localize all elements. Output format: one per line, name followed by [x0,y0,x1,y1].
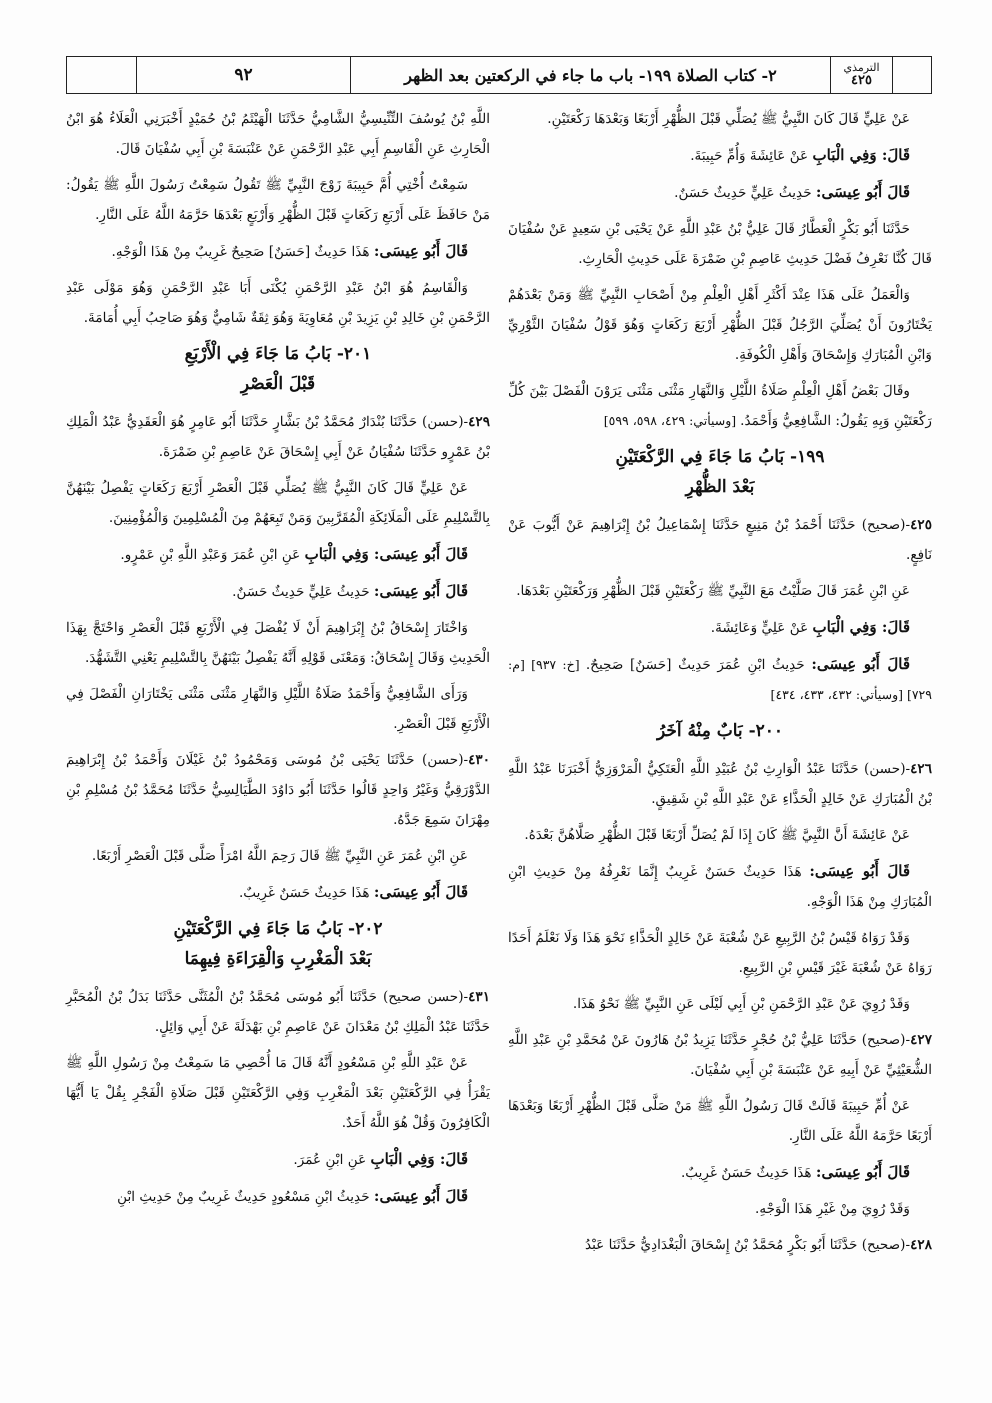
paragraph-text: حَدِيثُ عَلِيٍّ حَدِيثٌ حَسَنٌ. [674,185,816,201]
paragraph-text: هَذَا حَدِيثٌ حَسَنٌ غَرِيبٌ. [680,1165,816,1181]
text-paragraph [66,679,490,739]
hadith-grade: -(حسن) [422,752,469,768]
running-title: ٢- كتاب الصلاة ١٩٩- باب ما جاء في الركعتين بعد الظهر [351,57,831,93]
qal-lead: قَالَ: وَفِي الْبَابِ [812,618,910,636]
text-paragraph [508,612,932,643]
text-paragraph [66,877,490,908]
chapter-heading [508,442,932,502]
text-paragraph [66,1048,490,1138]
cross-reference: [خ: ٩٣٧] [م: ٧٢٩] [وسيأتي: ٤٣٢، ٤٣٣، ٤٣٤] [508,657,932,702]
qal-lead: قَالَ أَبُو عِيسَى: [373,242,468,260]
text-paragraph [508,104,932,134]
chapter-heading-line: ١٩٩- بَابُ مَا جَاءَ فِي الرَّكْعَتَيْنِ [615,447,825,467]
hadith-grade: -(حسن) [422,414,469,430]
paragraph-text: حَدَّثَنَا أَبُو بَكْرٍ مُحَمَّدُ بْنُ إِسْحَاقَ الْبَغْدَادِيُّ حَدَّثَنَا عَبْدُ [584,1237,862,1253]
paragraph-text: وقَالَ بَعْضُ أَهْلِ الْعِلْمِ صَلَاةُ اللَّيْلِ وَالنَّهَارِ مَثْنَى مَثْنَى يَرَوْنَ الْفَصْلَ بَيْنَ كُلِّ رَكْعَتَيْنِ وَبِهِ يَقُولُ: الشَّافِعِيُّ وَأَحْمَدُ. [508,383,932,429]
qal-lead: قَالَ أَبُو عِيسَى: [811,655,910,673]
book-number: ٤٢٥ [851,72,872,88]
header-blank-cell [893,57,933,93]
qal-lead: قَالَ أَبُو عِيسَى: [815,183,910,201]
text-paragraph [66,1144,490,1175]
qal-lead: قَالَ أَبُو عِيسَى: [373,582,468,600]
text-paragraph [508,177,932,208]
text-paragraph [508,1194,932,1224]
hadith-entry [66,407,490,467]
text-paragraph [508,1157,932,1188]
chapter-heading [508,716,932,746]
chapter-heading-line: بَعْدَ الظُّهْرِ [685,477,755,497]
hadith-grade: -(حسن صحيح) [382,989,469,1005]
paragraph-text: وَقَدْ رَوَاهُ قَيْسُ بْنُ الرَّبِيعِ عَنْ شُعْبَةَ عَنْ خَالِدٍ الْحَذَّاءِ نَحْوَ هَذَا وَلَا نَعْلَمُ أَحَدًا رَوَاهُ عَنْ شُعْبَةَ غَيْرَ قَيْسِ بْنِ الرَّبِيعِ. [508,930,932,976]
text-paragraph [508,923,932,983]
paragraph-text: وَالْعَمَلُ عَلَى هَذَا عِنْدَ أَكْثَرِ أَهْلِ الْعِلْمِ مِنْ أَصْحَابِ النَّبِيِّ ﷺ وَمَنْ بَعْدَهُمْ يَخْتَارُونَ أَنْ يُصَلِّيَ الرَّجُلُ قَبْلَ الظُّهْرِ أَرْبَعَ رَكَعَاتٍ وَهُوَ قَوْلُ سُفْيَانَ الثَّوْرِيِّ وَابْنِ الْمُبَارَكِ وَإِسْحَاقَ وَأَهْلِ الْكُوفَةِ. [508,287,932,363]
hadith-entry [508,1025,932,1085]
chapter-heading-line: بَعْدَ الْمَغْرِبِ وَالْقِرَاءَةِ فِيهِمَا [184,949,372,969]
paragraph-text: حَدَّثَنَا أَبُو مُوسَى مُحَمَّدُ بْنُ الْمُثَنَّى حَدَّثَنَا بَدَلُ بْنُ الْمُحَبَّرِ حَدَّثَنَا عَبْدُ الْمَلِكِ بْنُ مَعْدَانَ عَنْ عَاصِمِ بْنِ بَهْدَلَةَ عَنْ أَبِي وَائِلٍ. [66,989,490,1035]
paragraph-text: حَدَّثَنَا يَحْيَى بْنُ مُوسَى وَمَحْمُودُ بْنُ غَيْلَانَ وَأَحْمَدُ بْنُ إِبْرَاهِيمَ الدَّوْرَقِيُّ وَغَيْرُ وَاحِدٍ قَالُوا حَدَّثَنَا أَبُو دَاوُدَ الطَّيَالِسِيُّ حَدَّثَنَا مُحَمَّدُ بْنُ مُسْلِمِ بْنِ مِهْرَانَ سَمِعَ جَدَّهُ. [66,752,490,828]
paragraph-text: سَمِعْتُ أُخْتِي أُمَّ حَبِيبَةَ زَوْجَ النَّبِيِّ ﷺ تَقُولُ سَمِعْتُ رَسُولَ اللَّهِ ﷺ يَقُولُ: مَنْ حَافَظَ عَلَى أَرْبَعِ رَكَعَاتٍ قَبْلَ الظُّهْرِ وَأَرْبَعٍ بَعْدَهَا حَرَّمَهُ اللَّهُ عَلَى النَّارِ. [66,177,490,223]
text-paragraph [508,576,932,606]
text-paragraph [66,473,490,533]
paragraph-text: حَدِيثُ عَلِيٍّ حَدِيثٌ حَسَنٌ. [232,584,374,600]
qal-lead: قَالَ أَبُو عِيسَى: [809,862,910,880]
qal-lead: قَالَ: وَفِي الْبَابِ [370,1150,468,1168]
hadith-number: ٤٣٠ [468,752,490,768]
text-paragraph [66,273,490,333]
paragraph-text: حَدَّثَنَا عَبْدُ الْوَارِثِ بْنُ عُبَيْدِ اللَّهِ الْعَتَكِيُّ الْمَرْوَزِيُّ أَخْبَرَنَا عَبْدُ اللَّهِ بْنُ الْمُبَارَكِ عَنْ خَالِدٍ الْحَذَّاءِ عَنْ عَبْدِ اللَّهِ بْنِ شَقِيقٍ. [508,761,932,807]
paragraph-text: عَنْ عَائِشَةَ أَنَّ النَّبِيَّ ﷺ كَانَ إِذَا لَمْ يُصَلِّ أَرْبَعًا قَبْلَ الظُّهْرِ صَلَّاهُنَّ بَعْدَهُ. [524,827,910,843]
hadith-entry [508,1230,932,1260]
hadith-number: ٤٢٨ [910,1237,932,1253]
hadith-entry [66,745,490,835]
header-blank-cell [67,57,137,93]
text-paragraph [66,613,490,673]
paragraph-text: وَرَأَى الشَّافِعِيُّ وَأَحْمَدُ صَلَاةُ اللَّيْلِ وَالنَّهَارِ مَثْنَى مَثْنَى يَخْتَارَانِ الْفَصْلَ فِي الْأَرْبَعِ قَبْلَ الْعَصْرِ. [66,686,490,732]
text-paragraph [66,539,490,570]
paragraph-text: عَنْ عَائِشَةَ وَأُمِّ حَبِيبَةَ. [690,148,813,164]
text-paragraph [66,576,490,607]
text-paragraph [66,841,490,871]
hadith-grade: -(صحيح) [861,1032,911,1048]
paragraph-text: حَدَّثَنَا أَحْمَدُ بْنُ مَنِيعٍ حَدَّثَنَا إِسْمَاعِيلُ بْنُ إِبْرَاهِيمَ عَنْ أَيُّوبَ عَنْ نَافِعٍ. [508,517,932,563]
hadith-grade: -(صحيح) [861,1237,911,1253]
chapter-heading-line: ٢٠٠- بَابٌ مِنْهُ آخَرُ [656,721,784,741]
right-column [508,104,932,1266]
text-paragraph [508,1091,932,1151]
paragraph-text: وَالْقَاسِمُ هُوَ ابْنُ عَبْدِ الرَّحْمَنِ يُكْنَى أَبَا عَبْدِ الرَّحْمَنِ وَهُوَ مَوْلَى عَبْدِ الرَّحْمَنِ بْنِ خَالِدِ بْنِ يَزِيدَ بْنِ مُعَاوِيَةَ وَهُوَ ثِقَةٌ شَامِيٌّ وَهُوَ صَاحِبُ أَبِي أُمَامَةَ. [66,280,490,326]
hadith-number: ٤٢٥ [910,517,932,533]
text-paragraph [508,856,932,917]
text-paragraph [66,1181,490,1212]
paragraph-text: اللَّهِ بْنُ يُوسُفَ التِّنِّيسِيُّ الشَّامِيُّ حَدَّثَنَا الْهَيْثَمُ بْنُ حُمَيْدٍ أَخْبَرَنِي الْعَلَاءُ هُوَ ابْنُ الْحَارِثِ عَنِ الْقَاسِمِ أَبِي عَبْدِ الرَّحْمَنِ عَنْ عَنْبَسَةَ بْنِ أَبِي سُفْيَانَ قَالَ. [66,111,490,157]
paragraph-text: عَنِ ابْنِ عُمَرَ وَعَبْدِ اللَّهِ بْنِ عَمْرٍو. [120,547,305,563]
qal-lead: قَالَ أَبُو عِيسَى: [373,883,468,901]
qal-lead: قَالَ أَبُو عِيسَى: [373,1187,468,1205]
text-paragraph [66,170,490,230]
chapter-heading-line: ٢٠٢- بَابُ مَا جَاءَ فِي الرَّكْعَتَيْنِ [173,919,383,939]
qal-lead: قَالَ: وَفِي الْبَابِ [812,146,910,164]
hadith-entry [66,982,490,1042]
paragraph-text: حَدِيثُ ابْنِ مَسْعُودٍ حَدِيثٌ غَرِيبٌ مِنْ حَدِيثِ ابْنِ [117,1189,374,1205]
text-paragraph [66,236,490,267]
hadith-grade: -(صحيح) [861,517,911,533]
text-paragraph [508,376,932,436]
cross-reference: [وسيأتي: ٤٢٩، ٥٩٨، ٥٩٩] [603,413,741,428]
paragraph-text: عَنْ عَلِيٍّ قَالَ كَانَ النَّبِيُّ ﷺ يُصَلِّي قَبْلَ الظُّهْرِ أَرْبَعًا وَبَعْدَهَا رَكْعَتَيْنِ. [547,111,910,127]
text-paragraph [508,140,932,171]
text-paragraph [508,820,932,850]
qal-lead: قَالَ أَبُو عِيسَى: [815,1163,910,1181]
paragraph-text: حَدَّثَنَا عَلِيُّ بْنُ حُجْرٍ حَدَّثَنَا يَزِيدُ بْنُ هَارُونَ عَنْ مُحَمَّدِ بْنِ عَبْدِ اللَّهِ الشُّعَيْثِيِّ عَنْ أَبِيهِ عَنْ عَنْبَسَةَ بْنِ أَبِي سُفْيَانَ. [508,1032,932,1078]
paragraph-text: حَدَّثَنَا بُنْدَارٌ مُحَمَّدُ بْنُ بَشَّارٍ حَدَّثَنَا أَبُو عَامِرٍ هُوَ الْعَقَدِيُّ عَبْدُ الْمَلِكِ بْنُ عَمْرٍو حَدَّثَنَا سُفْيَانُ عَنْ أَبِي إِسْحَاقَ عَنْ عَاصِمِ بْنِ ضَمْرَةَ. [66,414,490,460]
paragraph-text: وَاخْتَارَ إِسْحَاقُ بْنُ إِبْرَاهِيمَ أَنْ لَا يُفْصَلَ فِي الْأَرْبَعِ قَبْلَ الْعَصْرِ وَاحْتَجَّ بِهَذَا الْحَدِيثِ وَقَالَ إِسْحَاقُ: وَمَعْنَى قَوْلِهِ أَنَّهُ يَفْصِلُ بَيْنَهُنَّ بِالتَّسْلِيمِ يَعْنِي التَّشَهُّدَ. [66,620,490,666]
paragraph-text: وَقَدْ رُوِيَ عَنْ عَبْدِ الرَّحْمَنِ بْنِ أَبِي لَيْلَى عَنِ النَّبِيِّ ﷺ نَحْوُ هَذَا. [572,996,910,1012]
paragraph-text: عَنْ عَبْدِ اللَّهِ بْنِ مَسْعُودٍ أَنَّهُ قَالَ مَا أُحْصِي مَا سَمِعْتُ مِنْ رَسُولِ اللَّهِ ﷺ يَقْرَأُ فِي الرَّكْعَتَيْنِ بَعْدَ الْمَغْرِبِ وَفِي الرَّكْعَتَيْنِ قَبْلَ صَلَاةِ الْفَجْرِ بِقُلْ يَا أَيُّهَا الْكَافِرُونَ وَقُلْ هُوَ اللَّهُ أَحَدٌ. [66,1055,490,1131]
paragraph-text: وَقَدْ رُوِيَ مِنْ غَيْرِ هَذَا الْوَجْهِ. [755,1201,910,1217]
hadith-number: ٤٣١ [468,989,490,1005]
hadith-number: ٤٢٦ [910,761,932,777]
paragraph-text: هَذَا حَدِيثٌ [حَسَنٌ] صَحِيحٌ غَرِيبٌ مِنْ هَذَا الْوَجْهِ. [111,244,374,260]
page-header [66,56,932,94]
book-reference [831,57,893,93]
hadith-entry [508,510,932,570]
left-column [66,104,490,1218]
text-paragraph [508,280,932,370]
paragraph-text: عَنْ عَلِيٍّ قَالَ كَانَ النَّبِيُّ ﷺ يُصَلِّي قَبْلَ الْعَصْرِ أَرْبَعَ رَكَعَاتٍ يَفْصِلُ بَيْنَهُنَّ بِالتَّسْلِيمِ عَلَى الْمَلَائِكَةِ الْمُقَرَّبِينَ وَمَنْ تَبِعَهُمْ مِنَ الْمُسْلِمِينَ وَالْمُؤْمِنِينَ. [66,480,490,526]
text-paragraph [508,214,932,274]
paragraph-text: عَنِ ابْنِ عُمَرَ عَنِ النَّبِيِّ ﷺ قَالَ رَحِمَ اللَّهُ امْرَأً صَلَّى قَبْلَ الْعَصْرِ أَرْبَعًا. [91,848,468,864]
hadith-entry [508,754,932,814]
book-label: الترمذي [843,60,880,74]
paragraph-text: عَنْ عَلِيٍّ وَعَائِشَةَ. [710,620,813,636]
chapter-heading [66,914,490,974]
page-number: ٩٢ [137,57,351,93]
paragraph-text: هَذَا حَدِيثٌ حَسَنٌ غَرِيبٌ. [238,885,374,901]
text-paragraph [508,989,932,1019]
paragraph-text: عَنِ ابْنِ عُمَرَ. [293,1152,371,1168]
hadith-grade: -(حسن) [864,761,911,777]
paragraph-text: هَذَا حَدِيثٌ حَسَنٌ غَرِيبٌ إِنَّمَا نَعْرِفُهُ مِنْ حَدِيثِ ابْنِ الْمُبَارَكِ مِنْ هَذَا الْوَجْهِ. [508,864,932,910]
chapter-heading [66,339,490,399]
paragraph-text: حَدَّثَنَا أَبُو بَكْرٍ الْعَطَّارُ قَالَ عَلِيُّ بْنُ عَبْدِ اللَّهِ عَنْ يَحْيَى بْنِ سَعِيدٍ عَنْ سُفْيَانَ قَالَ كُنَّا نَعْرِفُ فَضْلَ حَدِيثِ عَاصِمِ بْنِ ضَمْرَةَ عَلَى حَدِيثِ الْحَارِثِ. [508,221,932,267]
paragraph-text: حَدِيثُ ابْنِ عُمَرَ حَدِيثٌ [حَسَنٌ] صَحِيحٌ. [585,657,812,673]
chapter-heading-line: ٢٠١- بَابُ مَا جَاءَ فِي الْأَرْبَعِ [184,344,372,364]
hadith-number: ٤٢٧ [910,1032,932,1048]
paragraph-text: عَنْ أُمِّ حَبِيبَةَ قَالَتْ قَالَ رَسُولُ اللَّهِ ﷺ مَنْ صَلَّى قَبْلَ الظُّهْرِ أَرْبَعًا وَبَعْدَهَا أَرْبَعًا حَرَّمَهُ اللَّهُ عَلَى النَّارِ. [508,1098,932,1144]
text-paragraph [508,649,932,710]
qal-lead: قَالَ أَبُو عِيسَى: وَفِي الْبَابِ [304,545,468,563]
paragraph-text: عَنِ ابْنِ عُمَرَ قَالَ صَلَّيْتُ مَعَ النَّبِيِّ ﷺ رَكْعَتَيْنِ قَبْلَ الظُّهْرِ وَرَكْعَتَيْنِ بَعْدَهَا. [516,583,910,599]
text-paragraph [66,104,490,164]
chapter-heading-line: قَبْلَ الْعَصْرِ [240,374,316,394]
hadith-number: ٤٢٩ [468,414,490,430]
